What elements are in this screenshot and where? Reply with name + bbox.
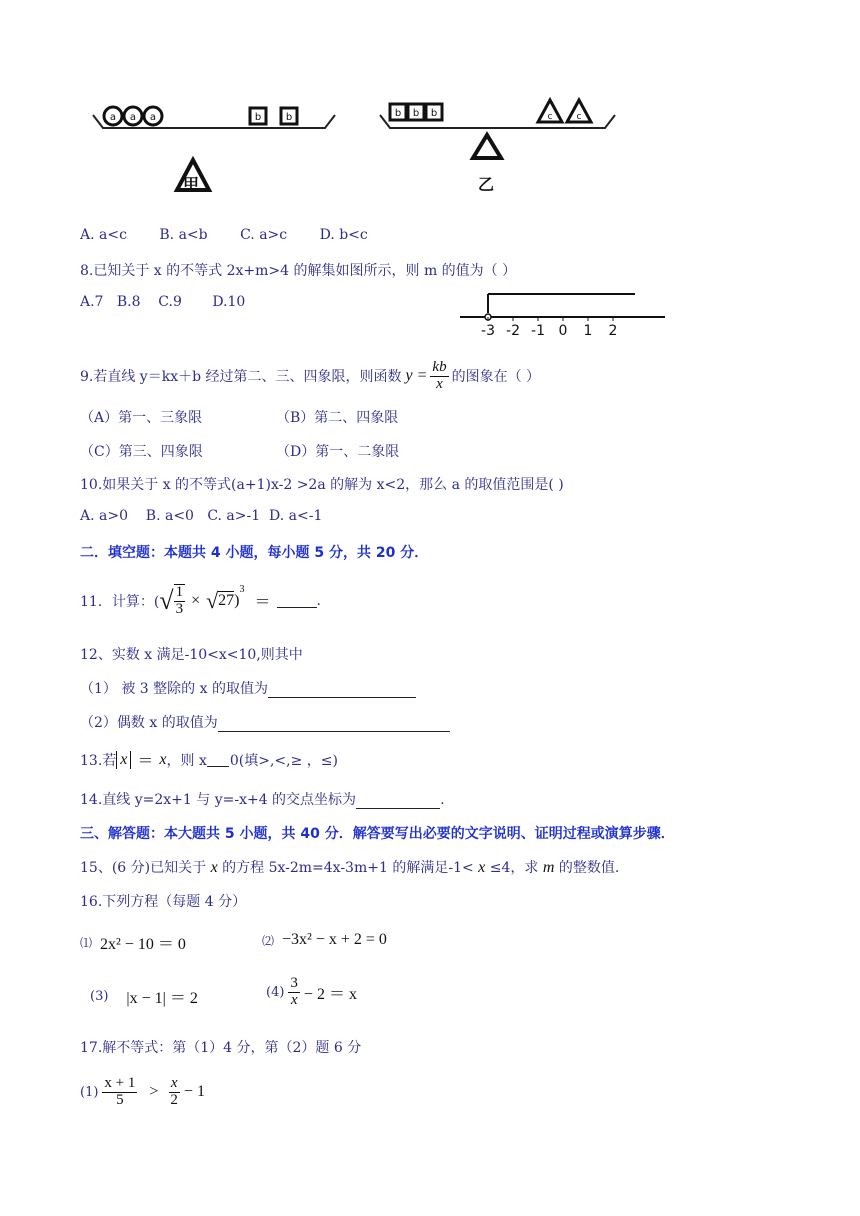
q10-options: A. a>0 B. a<0 C. a>-1 D. a<-1	[80, 508, 323, 524]
number-line-tick-label: -2	[506, 323, 520, 339]
q13: 13.若 x ＝ x ，则 x 0(填>,<,≥ ，≤)	[80, 750, 338, 770]
svg-text:b: b	[394, 108, 402, 119]
q14: 14.直线 y=2x+1 与 y=-x+4 的交点坐标为 .	[80, 792, 445, 808]
q9-option-c: （C）第三、四象限	[80, 444, 203, 460]
q9-fraction: $\frac{kb}{x}$	[432, 359, 447, 392]
q8-option-d: D.10	[212, 294, 246, 310]
svg-text:b: b	[412, 108, 420, 119]
q7-options	[80, 227, 368, 243]
q14-answer-blank[interactable]	[356, 794, 440, 809]
q11-fraction: $\frac{1}{3}$	[175, 584, 184, 617]
sqrt-sign-2: √	[206, 587, 219, 613]
q12-p2-blank[interactable]	[218, 717, 450, 732]
q16-eq4: (4) $\frac{3}{x}$ − 2 ＝ x	[266, 975, 357, 1008]
svg-text:c: c	[576, 112, 582, 122]
q9-option-d: （D）第一、二象限	[276, 444, 400, 460]
caption-left: 甲	[183, 175, 200, 194]
q11: 11．计算：( √ $\frac{1}{3}$ × √ 27 ) $^3$ ＝ .	[80, 584, 321, 617]
scale-right	[380, 100, 615, 158]
q8-option-b: B.8	[116, 294, 141, 310]
q9-option-b: （B）第二、四象限	[276, 410, 399, 426]
number-line-tick-label: -1	[531, 323, 545, 339]
q16-eq3: (3) |x − 1| ＝ 2	[90, 989, 198, 1007]
number-line-tick-label: 2	[608, 323, 618, 339]
sqrt-sign-1: √	[159, 585, 174, 615]
q11-answer-blank[interactable]	[277, 593, 317, 608]
q7-option-a: A. a<c	[80, 227, 127, 243]
svg-text:c: c	[547, 112, 553, 122]
number-line	[455, 285, 670, 345]
q8-stem: 8.已知关于 x 的不等式 2x+m>4 的解集如图所示，则 m 的值为（ ）	[80, 263, 517, 279]
section-2-heading: 二．填空题：本题共 4 小题，每小题 5 分，共 20 分．	[80, 545, 429, 561]
svg-text:a: a	[109, 112, 117, 123]
svg-text:b: b	[285, 112, 293, 123]
q15: 15、(6 分)已知关于 x 的方程 5x-2m=4x-3m+1 的解满足-1< x ≤4，求 m 的整数值.	[80, 859, 620, 876]
q16-stem: 16.下列方程（每题 4 分）	[80, 894, 247, 910]
q7-option-b: B. a<b	[159, 227, 208, 243]
q10-stem: 10.如果关于 x 的不等式(a+1)x-2 >2a 的解为 x<2，那么 a 的取值范围是( )	[80, 477, 564, 493]
q12-stem: 12、实数 x 满足-10<x<10,则其中	[80, 647, 303, 663]
section-3-heading: 三、解答题：本大题共 5 小题，共 40 分．解答要写出必要的文字说明、证明过程或演算步骤．	[80, 826, 675, 842]
q8-option-a: A.7	[80, 294, 104, 310]
q16-eq2: ⑵ −3x² − x + 2 = 0	[262, 931, 387, 948]
number-line-tick-label: -3	[481, 323, 495, 339]
number-line-tick-label: 1	[583, 323, 593, 339]
q12-p1-blank[interactable]	[268, 683, 416, 698]
q9-stem: 9.若直线 y＝kx＋b 经过第二、三、四象限，则函数 y = $\frac{kb}{x}$ 的图象在（ ）	[80, 359, 541, 392]
scale-left	[93, 107, 335, 190]
svg-text:b: b	[430, 108, 438, 119]
q12-part1: （1） 被 3 整除的 x 的取值为	[80, 678, 416, 698]
svg-text:b: b	[254, 112, 262, 123]
q17-stem: 17.解不等式：第（1）4 分，第（2）题 6 分	[80, 1040, 362, 1056]
number-line-tick-label: 0	[558, 323, 568, 339]
svg-text:a: a	[129, 112, 137, 123]
q17-eq1: (1) $\frac{x + 1}{5}$ > $\frac{x}{2}$ − 1	[80, 1075, 205, 1108]
q13-answer-blank[interactable]	[207, 752, 229, 767]
svg-text:a: a	[149, 112, 157, 123]
q7-option-c: C. a>c	[240, 227, 288, 243]
q16-eq1: ⑴ 2x² − 10 ＝ 0	[80, 936, 186, 953]
balance-scale-figure	[85, 90, 645, 200]
q12-part2: （2）偶数 x 的取值为	[80, 712, 450, 732]
caption-right: 乙	[478, 175, 495, 194]
q9-option-a: （A）第一、三象限	[80, 410, 203, 426]
q8-options	[80, 294, 245, 310]
q7-option-d: D. b<c	[319, 227, 368, 243]
q8-option-c: C.9	[158, 294, 182, 310]
